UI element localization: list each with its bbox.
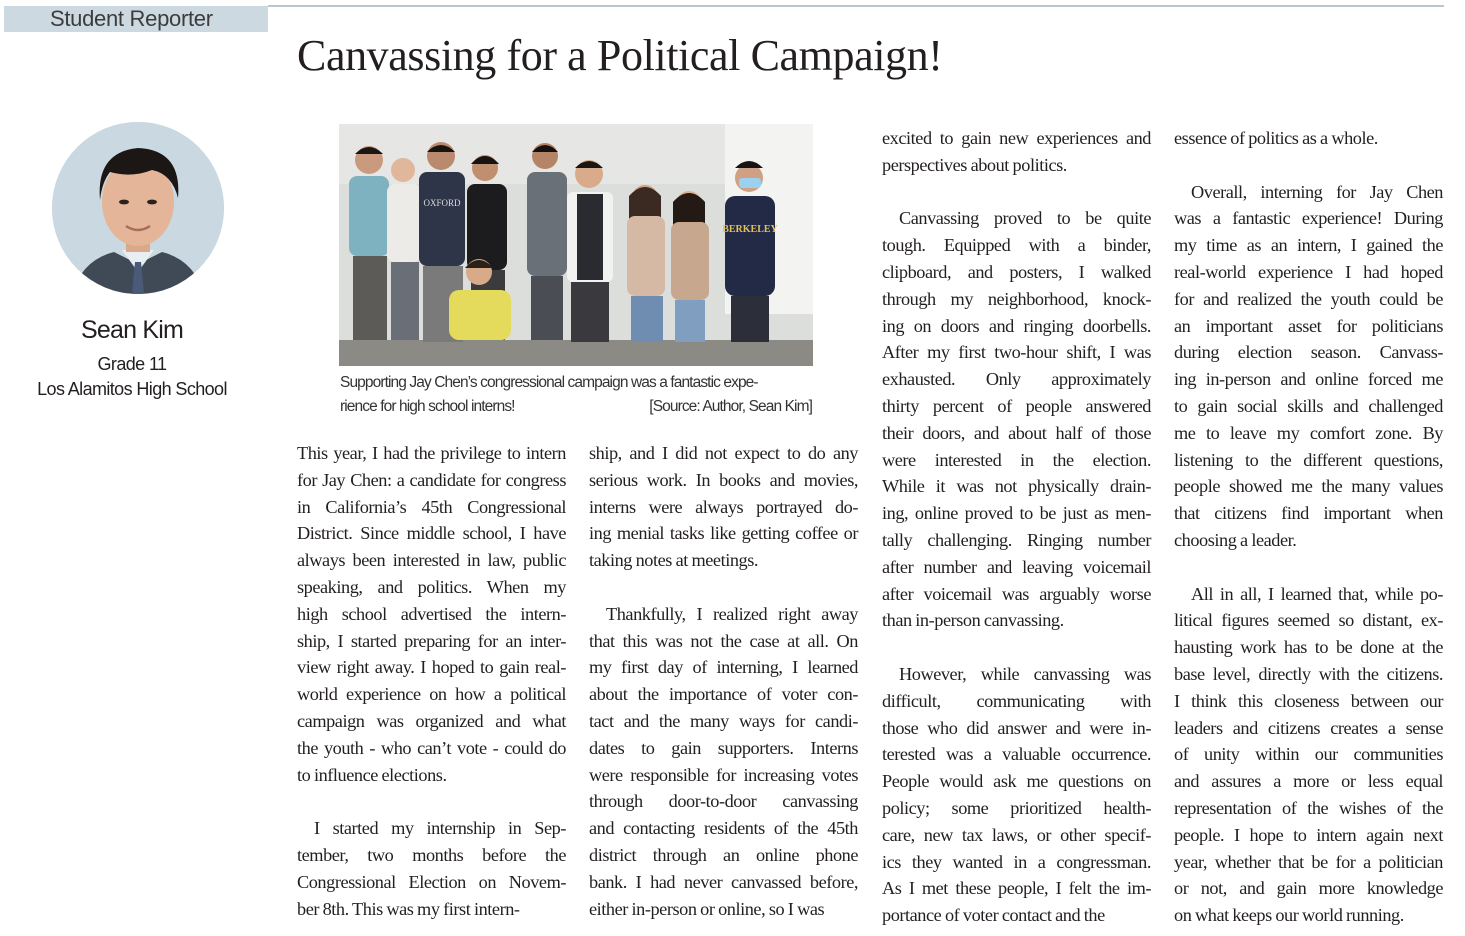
article-line: high school advertised the intern- <box>297 603 566 624</box>
article-line: Canvassing proved to be quite <box>899 208 1151 229</box>
paragraph-gap <box>1174 152 1443 179</box>
author-school: Los Alamitos High School <box>37 379 227 399</box>
paragraph-gap <box>589 574 858 601</box>
article-line: portance of voter contact and the <box>882 905 1105 926</box>
article-column-1 <box>297 440 566 922</box>
article-line: terested was a valuable occurrence. <box>882 744 1151 765</box>
article-line: than in-person canvassing. <box>882 610 1064 631</box>
article-line: for and realized the youth could be <box>1174 288 1443 309</box>
article-line: and assures a more or less equal <box>1174 771 1443 792</box>
article-line: However, while canvassing was <box>899 663 1151 684</box>
article-line: was a fantastic experience! During <box>1174 208 1443 229</box>
article-line: district through an online phone <box>589 844 858 865</box>
article-line: ing, online proved to be just as men- <box>882 503 1151 524</box>
article-line: serious work. In books and movies, <box>589 469 858 490</box>
article-line: After my first two-hour shift, I was <box>882 342 1151 363</box>
article-line: or not, and gain more knowledge <box>1174 878 1443 899</box>
article-line: essence of politics as a whole. <box>1174 128 1378 148</box>
article-column-4 <box>1174 125 1443 929</box>
article-line: ship, and I did not expect to do any <box>589 443 858 463</box>
article-line: and contacting residents of the 45th <box>589 818 858 839</box>
article-line: real-world experience I had hoped <box>1174 261 1443 282</box>
article-line: to influence elections. <box>297 764 447 785</box>
article-line: after number and leaving voicemail <box>882 556 1151 577</box>
article-line: interns were always portrayed do- <box>589 496 858 517</box>
article-line: perspectives about politics. <box>882 154 1067 175</box>
article-line: for Jay Chen: a candidate for congress <box>297 469 566 490</box>
article-line: through my neighborhood, knock- <box>882 288 1151 309</box>
article-line: difficult, communicating with <box>882 690 1151 711</box>
top-rule <box>268 5 1444 7</box>
article-line: were responsible for increasing votes <box>589 764 858 785</box>
article-line: the youth - who can’t vote - could do <box>297 737 566 758</box>
article-line: All in all, I learned that, while po- <box>1191 583 1443 604</box>
article-line: either in-person or online, so I was <box>589 898 825 919</box>
article-line: view right away. I hoped to gain real- <box>297 657 566 678</box>
article-line: People would ask me questions on <box>882 771 1151 792</box>
article-line: taking notes at meetings. <box>589 550 759 571</box>
author-avatar <box>52 122 224 294</box>
article-line: base level, directly with the citizens. <box>1174 663 1443 684</box>
author-portrait-illustration <box>52 122 224 294</box>
article-line: dates to gain supporters. Interns <box>589 737 858 758</box>
article-line: ship, I started preparing for an inter- <box>297 630 566 651</box>
article-line: an important asset for politicians <box>1174 315 1443 336</box>
article-line: my first day of interning, I learned <box>589 657 858 678</box>
article-line: after voicemail was arguably worse <box>882 583 1151 604</box>
article-line: bank. I had never canvassed before, <box>589 871 858 892</box>
article-line: Thankfully, I realized right away <box>606 603 858 624</box>
article-line: to gain social skills and challenged <box>1174 395 1443 416</box>
article-line: campaign was organized and what <box>297 710 566 731</box>
article-line: clipboard, and posters, I walked <box>882 261 1151 282</box>
article-line: about the importance of voter con- <box>589 684 858 705</box>
article-line: Overall, interning for Jay Chen <box>1191 181 1443 202</box>
article-line: that citizens find important when <box>1174 503 1443 524</box>
article-headline: Canvassing for a Political Campaign! <box>297 31 943 80</box>
article-line: While it was not physically drain- <box>882 476 1151 497</box>
article-line: litical figures seemed so distant, ex- <box>1174 610 1443 631</box>
article-line: world experience on how a political <box>297 684 566 705</box>
article-column-3 <box>882 125 1151 929</box>
article-line: that this was not the case at all. On <box>589 630 858 651</box>
berkeley-shirt-text: BERKELEY <box>722 224 778 235</box>
article-line: ics they wanted in a congressman. <box>882 851 1151 872</box>
author-name: Sean Kim <box>81 316 183 344</box>
article-line: I started my internship in Sep- <box>314 818 566 839</box>
article-line: me to leave my comfort zone. By <box>1174 422 1443 443</box>
article-line: This year, I had the privilege to intern <box>297 443 566 463</box>
article-line: ing on doors and ringing doorbells. <box>882 315 1151 336</box>
article-line: people. I hope to intern again next <box>1174 824 1443 845</box>
article-line: choosing a leader. <box>1174 529 1297 550</box>
oxford-shirt-text: OXFORD <box>423 198 461 208</box>
article-line: listening to the different questions, <box>1174 449 1443 470</box>
article-line: ber 8th. This was my first intern- <box>297 898 520 919</box>
paragraph-gap <box>882 179 1151 206</box>
article-line: in California’s 45th Congressional <box>297 496 566 517</box>
article-line: tember, two months before the <box>297 844 566 865</box>
article-line: District. Since middle school, I have <box>297 523 566 544</box>
article-line: As I met these people, I felt the im- <box>882 878 1151 899</box>
article-line: were interested in the election. <box>882 449 1151 470</box>
article-line: Congressional Election on Novem- <box>297 871 566 892</box>
article-line: my time as an intern, I gained the <box>1174 235 1443 256</box>
paragraph-gap <box>882 634 1151 661</box>
article-line: of unity within our communities <box>1174 744 1443 765</box>
article-line: hausting work has to be done at the <box>1174 637 1443 658</box>
caption-line-2: rience for high school interns! <box>340 398 515 415</box>
article-line: representation of the wishes of the <box>1174 797 1443 818</box>
article-line: their doors, and about half of those <box>882 422 1151 443</box>
paragraph-gap <box>1174 554 1443 581</box>
article-line: tough. Equipped with a binder, <box>882 235 1151 256</box>
photo-caption <box>340 371 812 419</box>
article-line: policy; some prioritized health- <box>882 797 1151 818</box>
article-line: tact and the many ways for candi- <box>589 710 858 731</box>
article-line: exhausted. Only approximately <box>882 369 1151 390</box>
article-line: ing in-person and online forced me <box>1174 369 1443 390</box>
article-line: care, new tax laws, or other specif- <box>882 824 1151 845</box>
article-line: excited to gain new experiences and <box>882 128 1151 148</box>
group-photo-illustration <box>339 124 813 366</box>
article-line: speaking, and politics. When my <box>297 576 566 597</box>
article-line: always been interested in law, public <box>297 550 566 571</box>
paragraph-gap <box>297 788 566 815</box>
article-line: leaders and citizens creates a sense <box>1174 717 1443 738</box>
article-line: through door-to-door canvassing <box>589 791 858 812</box>
article-column-2 <box>589 440 858 922</box>
article-line: during election season. Canvass- <box>1174 342 1443 363</box>
article-line: tally challenging. Ringing number <box>882 529 1151 550</box>
article-line: thirty percent of people answered <box>882 395 1151 416</box>
article-line: people showed me the many values <box>1174 476 1443 497</box>
article-line: ing menial tasks like getting coffee or <box>589 523 858 544</box>
article-line: those who did answer and were in- <box>882 717 1151 738</box>
article-line: on what keeps our world running. <box>1174 905 1404 926</box>
caption-source: [Source: Author, Sean Kim] <box>649 398 812 415</box>
caption-line-1: Supporting Jay Chen’s congressional campaign was a fantastic expe- <box>340 374 758 391</box>
article-line: year, whether that be for a politician <box>1174 851 1443 872</box>
article-line: I think this closeness between our <box>1174 690 1443 711</box>
author-grade: Grade 11 <box>97 354 167 374</box>
group-photo <box>339 124 813 366</box>
section-label: Student Reporter <box>4 6 268 32</box>
